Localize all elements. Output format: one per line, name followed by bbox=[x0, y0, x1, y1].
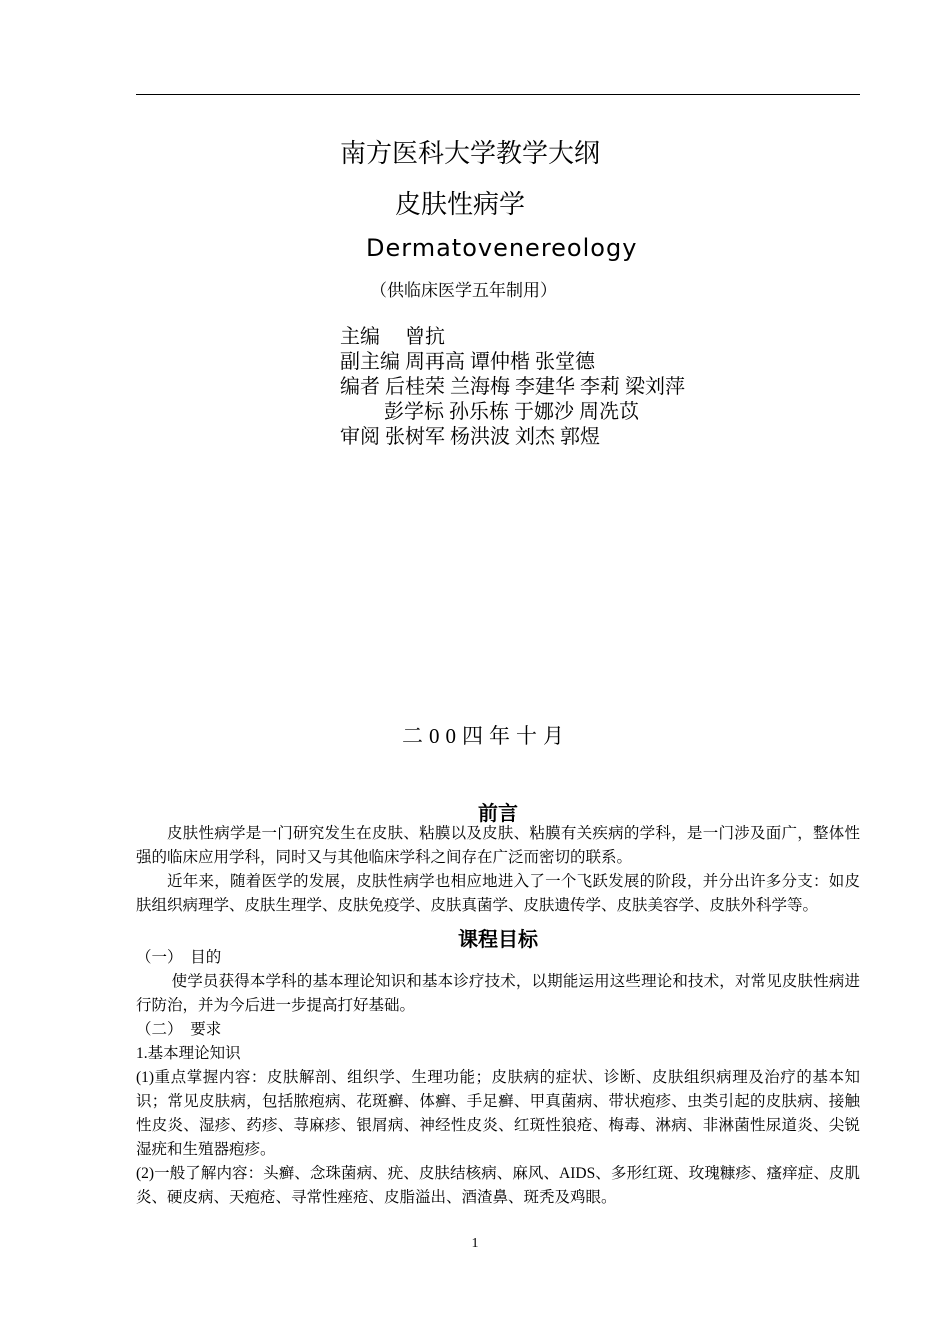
subsection-basic-theory: 1.基本理论知识 bbox=[136, 1045, 241, 1062]
course-subject: 皮肤性病学 bbox=[395, 190, 526, 220]
page-number: 1 bbox=[471, 1236, 479, 1251]
goals-heading: 课程目标 bbox=[458, 927, 538, 951]
section-purpose-text: 使学员获得本学科的基本理论知识和基本诊疗技术，以期能运用这些理论和技术，对常见皮肤性病进行防治，并为今后进一步提高打好基础。 bbox=[136, 973, 860, 1014]
goals-body bbox=[136, 946, 860, 1210]
credits-block bbox=[340, 325, 685, 450]
section-requirements-title: （二） 要求 bbox=[136, 1021, 222, 1038]
preface-body bbox=[136, 822, 860, 918]
publication-date: 二00四年十月 bbox=[402, 724, 570, 748]
header-rule bbox=[136, 94, 860, 95]
preface-heading: 前言 bbox=[478, 801, 518, 825]
requirement-item-1: (1)重点掌握内容：皮肤解剖、组织学、生理功能；皮肤病的症状、诊断、皮肤组织病理及治疗的基本知识；常见皮肤病，包括脓疱病、花斑癣、体癣、手足癣、甲真菌病、带状疱疹、虫类引起的皮肤病、接触性皮炎、湿疹、药疹、荨麻疹、银屑病、神经性皮炎、红斑性狼疮、梅毒、淋病、非淋菌性尿道炎、尖锐湿疣和生殖器疱疹。 bbox=[136, 1069, 860, 1158]
reviewers: 审阅 张树军 杨洪波 刘杰 郭煜 bbox=[340, 426, 600, 448]
usage-note: （供临床医学五年制用） bbox=[370, 281, 557, 300]
course-english-title: Dermatovenereology bbox=[366, 234, 638, 262]
chief-editor: 主编 曾抗 bbox=[340, 326, 445, 348]
requirement-item-2: (2)一般了解内容：头癣、念珠菌病、疣、皮肤结核病、麻风、AIDS、多形红斑、玫瑰糠疹、瘙痒症、皮肌炎、硬皮病、天疱疮、寻常性痤疮、皮脂溢出、酒渣鼻、斑秃及鸡眼。 bbox=[136, 1165, 860, 1206]
preface-paragraph-1: 皮肤性病学是一门研究发生在皮肤、粘膜以及皮肤、粘膜有关疾病的学科，是一门涉及面广，整体性强的临床应用学科，同时又与其他临床学科之间存在广泛而密切的联系。 bbox=[136, 825, 860, 866]
syllabus-title: 南方医科大学教学大纲 bbox=[340, 139, 601, 169]
editors-line-2: 彭学标 孙乐栋 于娜沙 周冼苡 bbox=[384, 401, 639, 423]
editors-line-1: 编者 后桂荣 兰海梅 李建华 李莉 梁刘萍 bbox=[340, 376, 685, 398]
section-purpose-title: （一） 目的 bbox=[136, 949, 222, 966]
preface-paragraph-2: 近年来，随着医学的发展，皮肤性病学也相应地进入了一个飞跃发展的阶段，并分出许多分支：如皮肤组织病理学、皮肤生理学、皮肤免疫学、皮肤真菌学、皮肤遗传学、皮肤美容学、皮肤外科学等。 bbox=[136, 873, 860, 914]
deputy-editors: 副主编 周再高 谭仲楷 张堂德 bbox=[340, 351, 595, 373]
